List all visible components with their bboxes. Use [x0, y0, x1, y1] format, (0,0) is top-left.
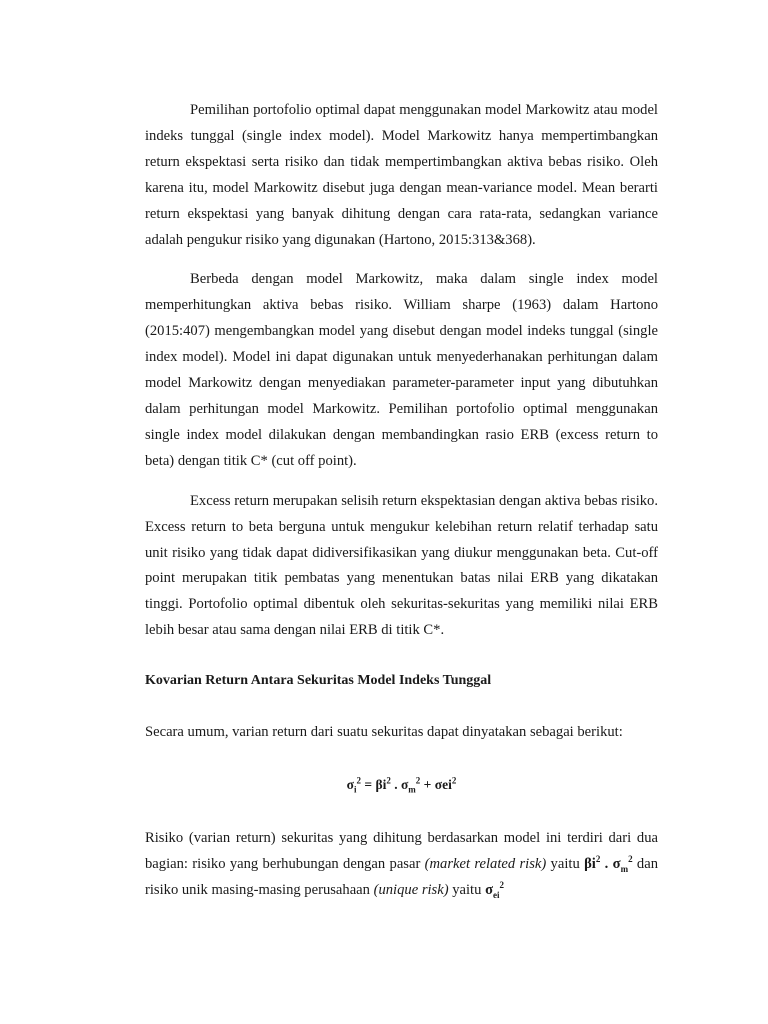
formula-beta-sup: 2 — [386, 775, 391, 786]
paragraph-excess-return: Excess return merupakan selisih return ekspektasian dengan aktiva bebas risiko. Excess return to beta berguna untuk mengukur kelebihan return relatif terhadap satu unit risiko yang tidak dapat didiversifikasikan yang diukur menggunakan beta. Cut-off point merupakan titik pembatas yang menentukan batas nilai ERB yang dikatakan tinggi. Portofolio optimal dibentuk oleh sekuritas-sekuritas yang memiliki nilai ERB lebih besar atau sama dengan nilai ERB di titik C*. — [145, 492, 658, 639]
inline-sigma-e-sup: 2 — [499, 879, 505, 890]
inline-formula-unique — [485, 879, 505, 900]
unique-risk: (unique risk) — [373, 881, 449, 898]
paragraph-risk-components — [145, 826, 658, 904]
formula-beta: βi — [375, 776, 387, 792]
paragraph-single-index-model: Berbeda dengan model Markowitz, maka dalam single index model memperhitungkan aktiva bebas risiko. William sharpe (1963) dalam Hartono (2015:407) mengembangkan model yang disebut dengan model indeks tunggal (single index model). Model ini dapat digunakan untuk menyederhanakan perhitungan dalam model Markowitz dengan menyediakan parameter-parameter input yang dibutuhkan dalam perhitungan model Markowitz. Pemilihan portofolio optimal menggunakan single index model dilakukan dengan membandingkan rasio ERB (excess return to beta) dengan titik C* (cut off point). — [145, 271, 658, 469]
formula-sigma-e: σ — [434, 776, 443, 792]
intro-sentence: Secara umum, varian return dari suatu sekuritas dapat dinyatakan sebagai berikut: — [145, 724, 623, 741]
closing-part3: dan risiko unik masing-masing perusahaan — [145, 855, 658, 898]
formula-sub-m: m — [408, 784, 416, 795]
inline-sigma-m: σ — [612, 855, 621, 872]
inline-formula-market — [584, 853, 633, 874]
inline-sigma-e: σ — [485, 881, 494, 898]
formula-sub-i: i — [353, 784, 357, 795]
formula-plus: + — [420, 776, 435, 792]
variance-formula — [145, 772, 658, 798]
inline-sigma-m-sup: 2 — [628, 853, 633, 864]
paragraph-markowitz-intro: Pemilihan portofolio optimal dapat menggunakan model Markowitz atau model indeks tunggal (single index model). Model Markowitz hanya mempertimbangkan return ekspektasi serta risiko dan tidak mempertimbangkan aktiva bebas risiko. Oleh karena itu, model Markowitz disebut juga dengan mean-variance model. Mean berarti return ekspektasi yang banyak dihitung dengan cara rata-rata, sedangkan variance adalah pengukur risiko yang digunakan (Hartono, 2015:313&368). — [145, 102, 658, 248]
closing-part2: yaitu — [546, 855, 585, 872]
formula-sigma: σ — [346, 776, 354, 792]
closing-part4: yaitu — [448, 881, 486, 898]
formula-sigma-m: σ — [400, 776, 409, 792]
formula-ei: ei — [442, 776, 452, 792]
formula-sigma-m-sup: 2 — [415, 775, 421, 786]
inline-beta-sup: 2 — [595, 853, 601, 864]
inline-beta: βi — [584, 855, 596, 872]
section-heading: Kovarian Return Antara Sekuritas Model Indeks Tunggal — [145, 673, 492, 689]
document-page — [145, 98, 658, 918]
market-related-risk: (market related risk) — [424, 855, 547, 872]
inline-sub-ei: ei — [493, 889, 500, 900]
inline-dot: . — [600, 855, 613, 872]
formula-sup-2: 2 — [356, 775, 361, 786]
closing-part1: Risiko (varian return) sekuritas yang dihitung berdasarkan model ini terdiri dari dua bagian: risiko yang berhubungan dengan pasar — [145, 829, 658, 872]
formula-dot: . — [390, 776, 401, 792]
inline-sub-m: m — [620, 863, 629, 874]
formula-equals: = — [361, 776, 376, 792]
formula-sigma-e-sup: 2 — [451, 775, 457, 786]
